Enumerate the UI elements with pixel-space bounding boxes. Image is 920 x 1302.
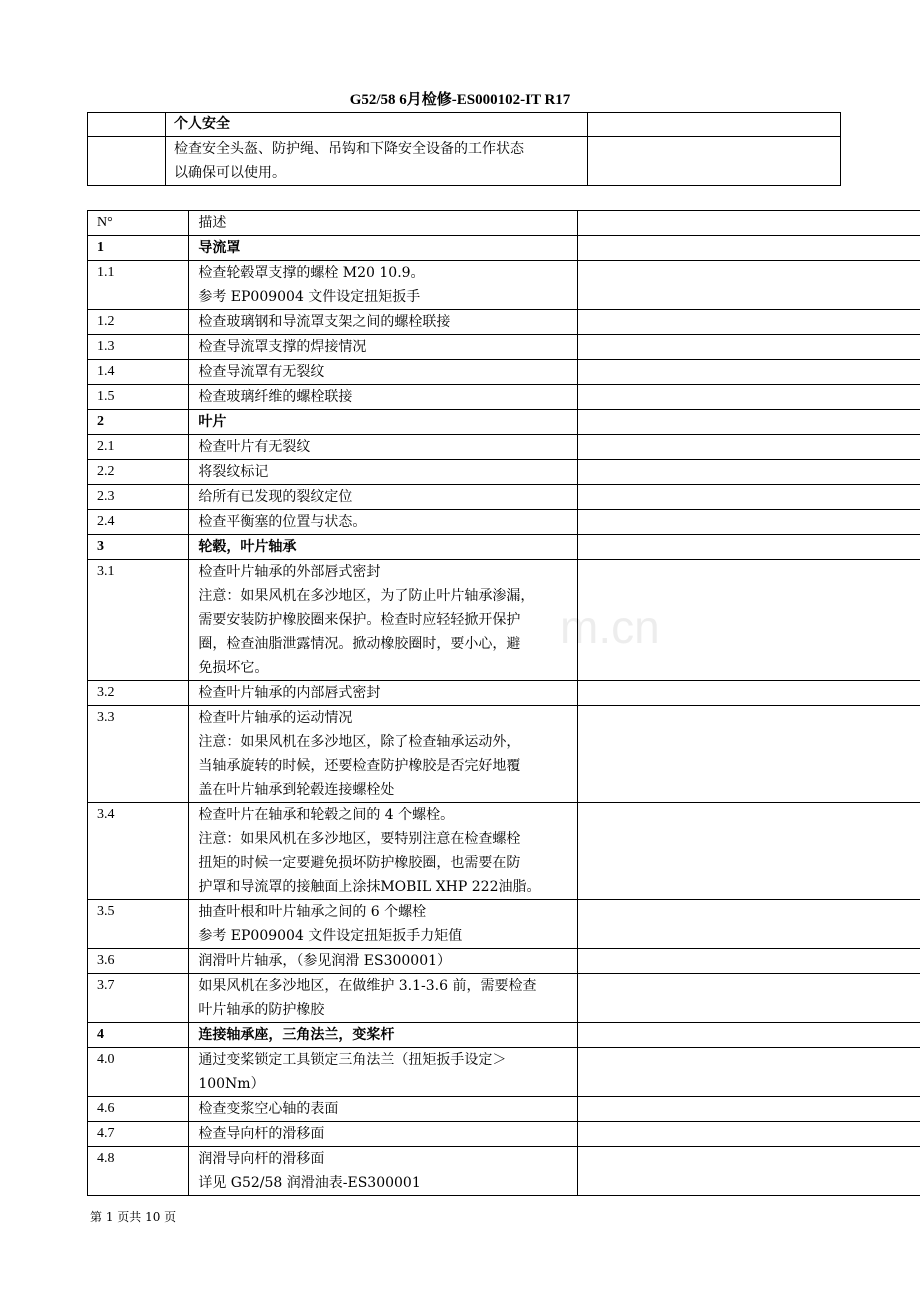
item-description [189,310,578,335]
item-number: 3.2 [88,681,189,706]
item-number: 4 [88,1023,189,1048]
item-description [189,681,578,706]
item-blank-cell [578,510,920,535]
table-row [88,1147,920,1196]
watermark: m.cn [560,601,660,653]
item-description [189,360,578,385]
item-number: 3.7 [88,974,189,1023]
description-line: 检查玻璃钢和导流罩支架之间的螺栓联接 [198,314,451,330]
item-description [189,535,578,560]
description-line: 圈，检查油脂泄露情况。掀动橡胶圈时，要小心，避 [198,636,521,652]
item-description [189,900,578,949]
item-number: 4.0 [88,1048,189,1097]
description-line: 如果风机在多沙地区，在做维护 3.1-3.6 前，需要检查 [198,978,537,994]
item-description [189,560,578,681]
description-line: 护罩和导流罩的接触面上涂抹MOBIL XHP 222油脂。 [198,879,541,895]
header-desc: 描述 [189,211,578,236]
description-line: 注意：如果风机在多沙地区，要特别注意在检查螺栓 [198,831,521,847]
item-description [189,485,578,510]
item-number: 3.4 [88,803,189,900]
table-row [88,485,920,510]
item-blank-cell [578,261,920,310]
description-line: 检查玻璃纤维的螺栓联接 [198,389,353,405]
description-line: 参考 EP009004 文件设定扭矩扳手 [198,289,421,305]
item-description [189,1122,578,1147]
item-number: 1.5 [88,385,189,410]
item-description [189,974,578,1023]
table-header-row [88,211,920,236]
table-row [88,681,920,706]
table-row [88,560,920,681]
safety-blank-cell [588,113,841,137]
description-line: 检查叶片轴承的运动情况 [198,710,353,726]
table-row [88,1097,920,1122]
description-line: 检查导向杆的滑移面 [198,1126,325,1142]
description-line: 注意：如果风机在多沙地区，为了防止叶片轴承渗漏， [198,588,535,604]
safety-empty-cell [88,137,166,186]
item-blank-cell [578,535,920,560]
item-number: 3.3 [88,706,189,803]
item-blank-cell [578,1097,920,1122]
item-blank-cell [578,1023,920,1048]
safety-text-line: 检查安全头盔、防护绳、吊钩和下降安全设备的工作状态 [174,141,524,157]
item-blank-cell [578,1147,920,1196]
table-row [88,310,920,335]
item-description [189,261,578,310]
description-line: 连接轴承座，三角法兰，变桨杆 [198,1027,395,1043]
safety-heading: 个人安全 [166,113,588,137]
item-number: 1.4 [88,360,189,385]
item-description [189,335,578,360]
header-no: N° [88,211,189,236]
item-blank-cell [578,435,920,460]
description-line: 参考 EP009004 文件设定扭矩扳手力矩值 [198,928,463,944]
description-line: 详见 G52/58 润滑油表-ES300001 [198,1175,421,1191]
table-row [88,360,920,385]
description-line: 检查变浆空心轴的表面 [198,1101,339,1117]
section-row [88,410,920,435]
table-row [88,803,920,900]
description-line: 检查平衡塞的位置与状态。 [198,514,367,530]
item-number: 1.2 [88,310,189,335]
description-line: 检查叶片有无裂纹 [198,439,311,455]
description-line: 扭矩的时候一定要避免损坏防护橡胶圈，也需要在防 [198,855,521,871]
item-blank-cell [578,1048,920,1097]
description-line: 通过变桨锁定工具锁定三角法兰（扭矩扳手设定＞ [198,1052,507,1068]
item-blank-cell [578,706,920,803]
item-number: 4.6 [88,1097,189,1122]
item-blank-cell [578,385,920,410]
table-row [88,435,920,460]
item-number: 2.3 [88,485,189,510]
item-blank-cell [578,460,920,485]
safety-empty-cell [88,113,166,137]
item-number: 4.7 [88,1122,189,1147]
item-number: 1.3 [88,335,189,360]
item-number: 3 [88,535,189,560]
description-line: 检查叶片轴承的外部唇式密封 [198,564,381,580]
item-blank-cell [578,360,920,385]
item-blank-cell [578,1122,920,1147]
item-blank-cell [578,310,920,335]
item-number: 2.2 [88,460,189,485]
item-description [189,1097,578,1122]
description-line: 导流罩 [198,240,241,256]
section-row [88,236,920,261]
item-number: 2 [88,410,189,435]
table-row [88,949,920,974]
description-line: 叶片轴承的防护橡胶 [198,1002,325,1018]
table-row [88,510,920,535]
item-description [189,1023,578,1048]
section-row [88,535,920,560]
item-description [189,510,578,535]
item-blank-cell [578,974,920,1023]
item-number: 2.1 [88,435,189,460]
description-line: 抽查叶根和叶片轴承之间的 6 个螺栓 [198,904,427,920]
description-line: 叶片 [198,414,227,430]
item-number: 2.4 [88,510,189,535]
item-description [189,460,578,485]
item-description [189,803,578,900]
description-line: 检查轮毂罩支撑的螺栓 M20 10.9。 [198,265,425,281]
table-row [88,385,920,410]
item-blank-cell [578,410,920,435]
description-line: 100Nm） [198,1076,265,1092]
item-number: 1 [88,236,189,261]
description-line: 润滑叶片轴承，（参见润滑 ES300001） [198,953,452,969]
table-row [88,974,920,1023]
table-row [88,900,920,949]
item-number: 4.8 [88,1147,189,1196]
item-number: 3.6 [88,949,189,974]
description-line: 给所有已发现的裂纹定位 [198,489,353,505]
description-line: 免损坏它。 [198,660,269,676]
item-description [189,949,578,974]
description-line: 检查叶片轴承的内部唇式密封 [198,685,381,701]
table-row [88,1048,920,1097]
safety-text [166,137,588,186]
item-description [189,236,578,261]
item-description [189,435,578,460]
maintenance-table [87,210,920,1196]
safety-heading-row [88,113,841,137]
item-blank-cell [578,681,920,706]
item-blank-cell [578,900,920,949]
item-blank-cell [578,803,920,900]
item-description [189,385,578,410]
item-blank-cell [578,485,920,510]
description-line: 检查导流罩支撑的焊接情况 [198,339,367,355]
document-title: G52/58 6月检修-ES000102-IT R17 [349,92,571,108]
item-description [189,1147,578,1196]
description-line: 轮毂，叶片轴承 [198,539,297,555]
table-row [88,460,920,485]
description-line: 检查叶片在轴承和轮毂之间的 4 个螺栓。 [198,807,455,823]
description-line: 盖在叶片轴承到轮毂连接螺栓处 [198,782,395,798]
description-line: 注意：如果风机在多沙地区，除了检查轴承运动外， [198,734,521,750]
item-description [189,1048,578,1097]
description-line: 需要安装防护橡胶圈来保护。检查时应轻轻掀开保护 [198,612,521,628]
table-row [88,706,920,803]
item-blank-cell [578,236,920,261]
section-row [88,1023,920,1048]
page-footer: 第 1 页共 10 页 [90,1210,177,1224]
description-line: 当轴承旋转的时候，还要检查防护橡胶是否完好地覆 [198,758,521,774]
item-blank-cell [578,949,920,974]
item-description [189,706,578,803]
item-description [189,410,578,435]
safety-blank-cell [588,137,841,186]
table-row [88,335,920,360]
table-row [88,1122,920,1147]
header-blank [578,211,920,236]
item-blank-cell [578,335,920,360]
safety-text-row [88,137,841,186]
item-number: 3.1 [88,560,189,681]
description-line: 将裂纹标记 [198,464,269,480]
safety-text-line: 以确保可以使用。 [174,165,286,181]
item-number: 3.5 [88,900,189,949]
description-line: 检查导流罩有无裂纹 [198,364,325,380]
safety-table [87,112,841,186]
table-row [88,261,920,310]
item-number: 1.1 [88,261,189,310]
description-line: 润滑导向杆的滑移面 [198,1151,325,1167]
